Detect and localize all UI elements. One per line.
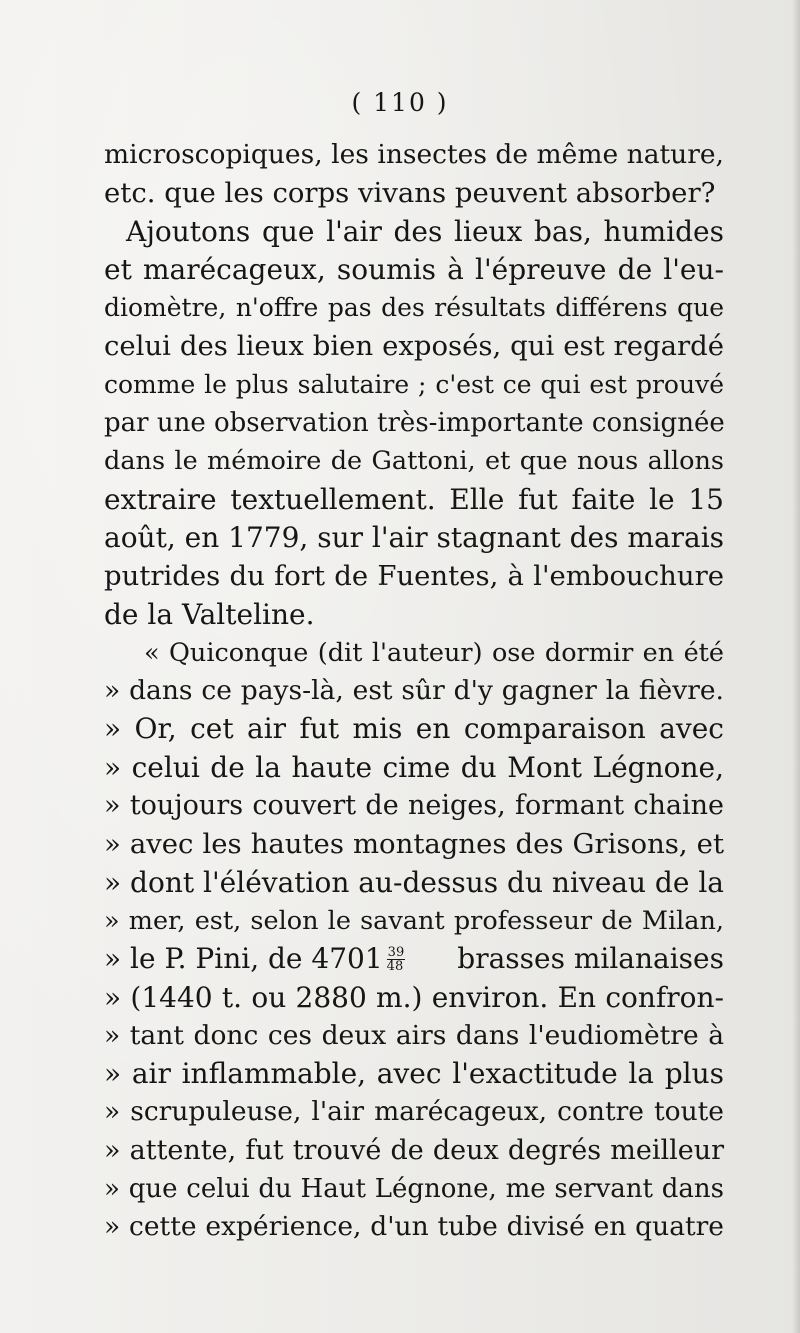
quote-line: » celui de la haute cime du Mont Légnone, (104, 750, 724, 784)
quote-line: » que celui du Haut Légnone, me servant dans (104, 1174, 724, 1205)
quote-line-part: » le P. Pini, de 4701 (104, 942, 383, 976)
text-line: et marécageux, soumis à l'épreuve de l'eu- (104, 252, 724, 286)
text-line: de la Valteline. (104, 597, 315, 631)
fraction-denominator: 48 (386, 958, 404, 974)
quote-line-part: brasses milanaises (457, 942, 724, 976)
quote-line: » mer, est, selon le savant professeur de Milan, (104, 905, 724, 936)
quote-line: » cette expérience, d'un tube divisé en quatre (104, 1211, 724, 1243)
quote-line: » Or, cet air fut mis en comparaison avec (104, 712, 724, 746)
quote-line: » tant donc ces deux airs dans l'eudiomètre à (104, 1019, 724, 1051)
quote-line-with-fraction (104, 940, 724, 978)
fraction (387, 946, 406, 973)
paragraph-first-line: Ajoutons que l'air des lieux bas, humides (126, 214, 724, 248)
quote-line: » attente, fut trouvé de deux degrés meilleur (104, 1134, 724, 1166)
text-line: par une observation très-importante consignée (104, 408, 725, 439)
text-line: diomètre, n'offre pas des résultats différens que (104, 293, 724, 323)
text-line: etc. que les corps vivans peuvent absorber? (104, 177, 716, 210)
page-edge-shadow (792, 0, 800, 1333)
page-number: ( 110 ) (351, 88, 449, 117)
quote-line: » avec les hautes montagnes des Grisons, et (104, 828, 724, 861)
text-line: microscopiques, les insectes de même nature, (104, 139, 724, 170)
quote-line: » air inflammable, avec l'exactitude la plus (104, 1057, 724, 1091)
quote-first-line: « Quiconque (dit l'auteur) ose dormir en été (144, 637, 724, 668)
quote-line: » dont l'élévation au-dessus du niveau de la (104, 865, 724, 899)
text-line: comme le plus salutaire ; c'est ce qui est prouvé (104, 369, 724, 399)
text-line: extraire textuellement. Elle fut faite le 15 (104, 482, 724, 516)
quote-line: » scrupuleuse, l'air marécageux, contre toute (104, 1096, 724, 1128)
text-line: août, en 1779, sur l'air stagnant des marais (104, 520, 725, 554)
text-line: putrides du fort de Fuentes, à l'embouchure (104, 560, 724, 593)
quote-line: » dans ce pays-là, est sûr d'y gagner la fièvre. (104, 675, 724, 707)
text-line: celui des lieux bien exposés, qui est regardé (104, 330, 724, 363)
quote-line: » (1440 t. ou 2880 m.) environ. En confron- (104, 980, 724, 1014)
text-line: dans le mémoire de Gattoni, et que nous allons (104, 446, 724, 477)
page-body-text (104, 136, 724, 1247)
quote-line: » toujours couvert de neiges, formant chaine (104, 790, 724, 822)
fraction-numerator: 39 (387, 944, 405, 960)
